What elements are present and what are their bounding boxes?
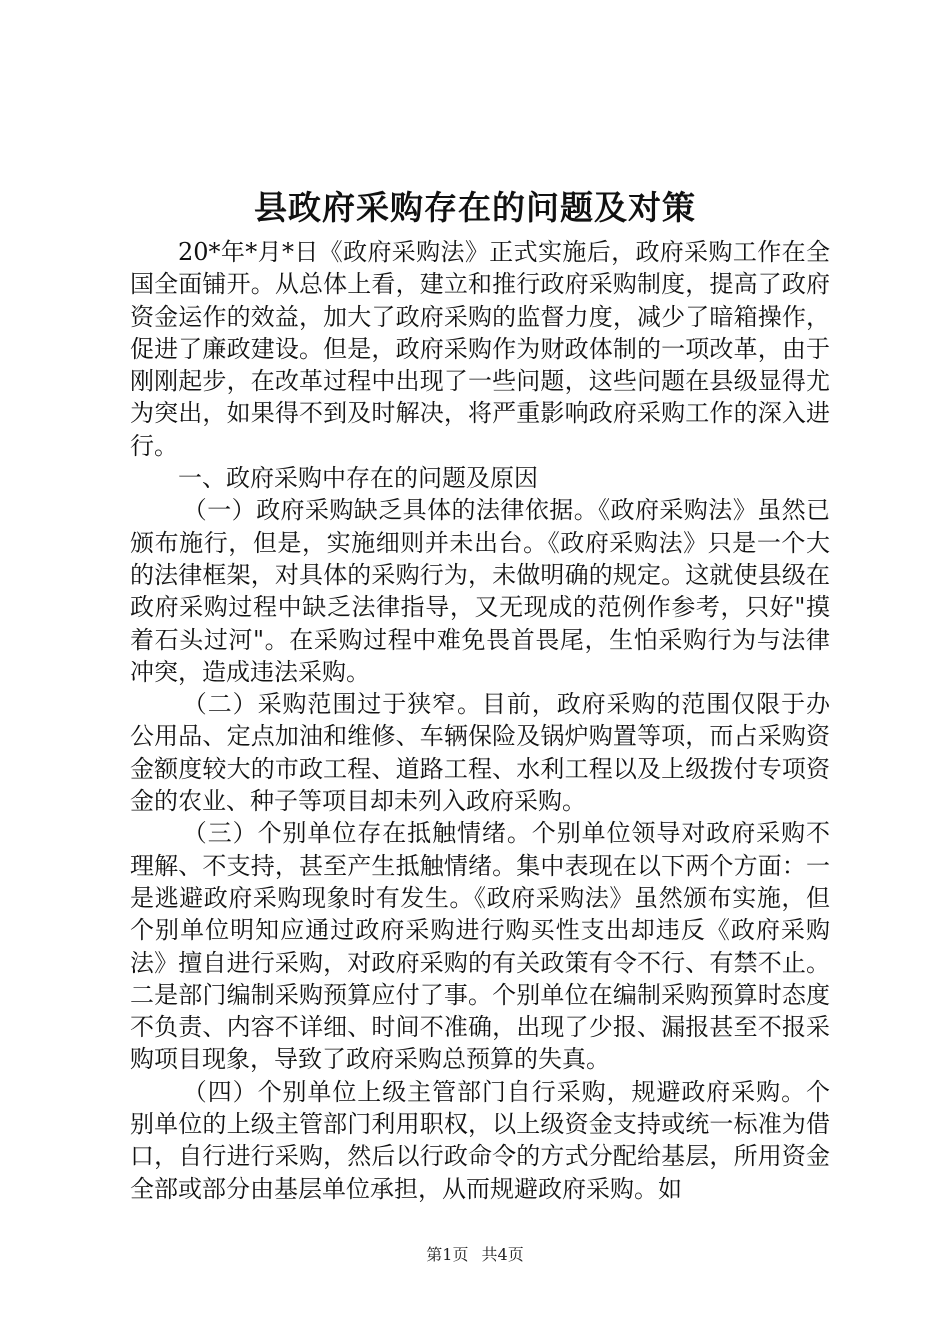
page-total: 共4页 (481, 1245, 524, 1264)
paragraph-problem-1: （一）政府采购缺乏具体的法律依据。《政府采购法》虽然已颁布施行，但是，实施细则并未出台。《政府采购法》只是一个大的法律框架，对具体的采购行为，未做明确的规定。这就使县级在政府采购过程中缺乏法律指导，又无现成的范例作参考，只好"摸着石头过河"。在采购过程中难免畏首畏尾，生怕采购行为与法律冲突，造成违法采购。 (130, 496, 830, 686)
page-footer (0, 1244, 950, 1266)
document-body (130, 236, 830, 1205)
section-heading-1: 一、政府采购中存在的问题及原因 (178, 464, 538, 493)
paragraph-problem-3: （三）个别单位存在抵触情绪。个别单位领导对政府采购不理解、不支持，甚至产生抵触情绪。集中表现在以下两个方面：一是逃避政府采购现象时有发生。《政府采购法》虽然颁布实施，但个别单位明知应通过政府采购进行购买性支出却违反《政府采购法》擅自进行采购，对政府采购的有关政策有令不行、有禁不止。二是部门编制采购预算应付了事。个别单位在编制采购预算时态度不负责、内容不详细、时间不准确，出现了少报、漏报甚至不报采购项目现象，导致了政府采购总预算的失真。 (130, 819, 830, 1074)
paragraph-problem-4: （四）个别单位上级主管部门自行采购，规避政府采购。个别单位的上级主管部门利用职权，以上级资金支持或统一标准为借口，自行进行采购，然后以行政命令的方式分配给基层，所用资金全部或部分由基层单位承担，从而规避政府采购。如 (130, 1077, 830, 1203)
page-number: 第1页 (426, 1245, 469, 1264)
paragraph-intro: 20*年*月*日《政府采购法》正式实施后，政府采购工作在全国全面铺开。从总体上看，建立和推行政府采购制度，提高了政府资金运作的效益，加大了政府采购的监督力度，减少了暗箱操作，促进了廉政建设。但是，政府采购作为财政体制的一项改革，由于刚刚起步，在改革过程中出现了一些问题，这些问题在县级显得尤为突出，如果得不到及时解决，将严重影响政府采购工作的深入进行。 (130, 238, 830, 460)
paragraph-problem-2: （二）采购范围过于狭窄。目前，政府采购的范围仅限于办公用品、定点加油和维修、车辆保险及锅炉购置等项，而占采购资金额度较大的市政工程、道路工程、水利工程以及上级拨付专项资金的农业、种子等项目却未列入政府采购。 (130, 690, 830, 816)
document-title: 县政府采购存在的问题及对策 (254, 188, 696, 227)
